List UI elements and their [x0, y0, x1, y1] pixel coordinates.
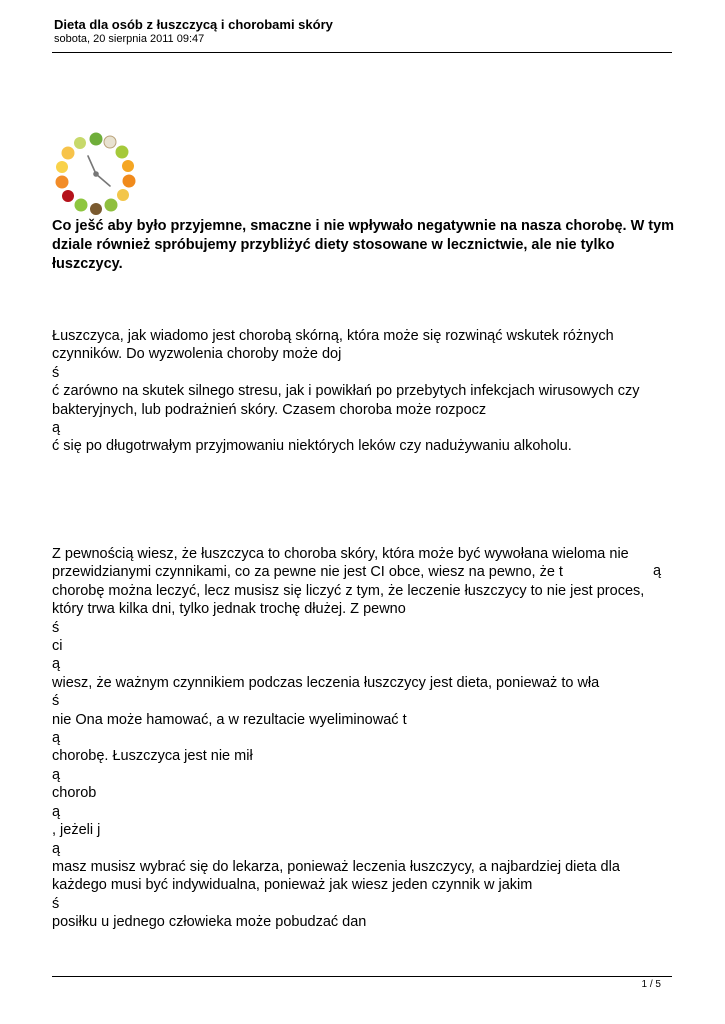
text-line: ą: [52, 803, 61, 820]
text-line: przewidzianymi czynnikami, co za pewne nie jest CI obce, wiesz na pewno, że t: [52, 564, 563, 581]
text-line: bakteryjnych, lub podrażnień skóry. Czasem choroba może rozpocz: [52, 401, 487, 418]
text-line: który trwa kilka dni, tylko jednak trochę dłużej. Z pewno: [52, 601, 406, 618]
text-line: ć się po długotrwałym przyjmowaniu niektórych leków czy nadużywaniu alkoholu.: [52, 438, 572, 455]
text-line: ć zarówno na skutek silnego stresu, jak i powikłań po przebytych infekcjach wirusowych czy: [52, 383, 640, 400]
text-line: Łuszczyca, jak wiadomo jest chorobą skórną, która może się rozwinąć wskutek różnych: [52, 328, 614, 344]
text-line: ą: [52, 656, 61, 673]
text-line: każdego musi być indywidualna, ponieważ jak wiesz jeden czynnik w jakim: [52, 877, 533, 894]
text-line: ś: [52, 895, 60, 912]
text-line: masz musisz wybrać się do lekarza, ponieważ leczenia łuszczycy, a najbardziej dieta dla: [52, 858, 620, 875]
text-line: ą: [52, 420, 61, 437]
text-line: ci: [52, 638, 63, 655]
text-line: ś: [52, 693, 60, 710]
text-line: Z pewnością wiesz, że łuszczyca to choroba skóry, która może być wywołana wieloma nie: [52, 546, 629, 562]
text-line: ą: [52, 766, 61, 783]
page-date: sobota, 20 sierpnia 2011 09:47: [54, 33, 205, 45]
text-line: ś: [52, 364, 60, 381]
paragraph-2: [52, 545, 682, 932]
text-line: posiłku u jednego człowieka może pobudzać dan: [52, 914, 367, 931]
page-number: 1 / 5: [641, 979, 661, 990]
paragraph-1: [52, 327, 682, 456]
text-line: ą: [52, 840, 61, 857]
header-divider: [52, 52, 672, 53]
text-line: wiesz, że ważnym czynnikiem podczas leczenia łuszczycy jest dieta, ponieważ to wła: [52, 674, 600, 691]
footer-divider: [52, 976, 672, 977]
text-line: nie Ona może hamować, a w rezultacie wyeliminować t: [52, 711, 407, 728]
text-line: ś: [52, 619, 60, 636]
fruit-clock-image: [50, 130, 142, 222]
text-line: czynników. Do wyzwolenia choroby może doj: [52, 346, 342, 363]
lead-paragraph: Co ješć aby było przyjemne, smaczne i nie wpływało negatywnie na nasza chorobę. W tym dziale również spróbujemy przybliżyć diety stosowane w lecznictwie, ale nie tylko łuszczycy.: [52, 218, 675, 272]
text-line: ą: [52, 730, 61, 747]
stray-letter: ą: [653, 563, 662, 579]
clock-hands: [88, 156, 110, 186]
page-title: Dieta dla osób z łuszczycą i chorobami skóry: [54, 17, 333, 32]
text-line: , jeżeli j: [52, 822, 101, 839]
text-line: chorobę. Łuszczyca jest nie mił: [52, 748, 253, 765]
text-line: chorob: [52, 785, 97, 802]
text-line: chorobę można leczyć, lecz musisz się liczyć z tym, że leczenie łuszczycy to nie jest proces,: [52, 582, 645, 599]
